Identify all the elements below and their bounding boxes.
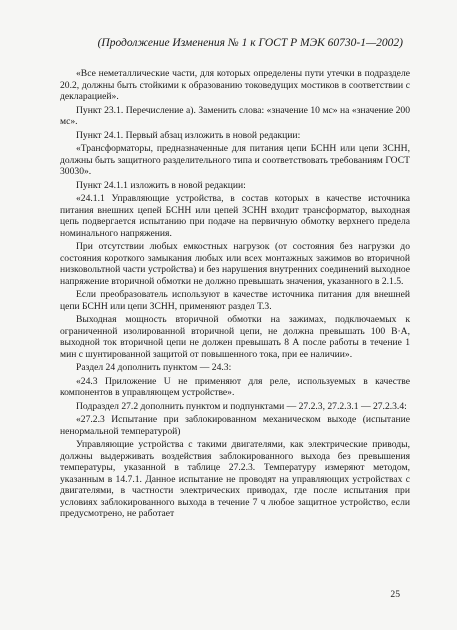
paragraph: «27.2.3 Испытание при заблокированном механическом выходе (испытание ненормальной температурой) [60,414,410,437]
paragraph: «Все неметаллические части, для которых определены пути утечки в подразделе 20.2, должны быть стойкими к образованию токоведущих мостиков в соответствии с декларацией». [60,68,410,102]
paragraph: «Трансформаторы, предназначенные для питания цепи БСНН или цепи ЗСНН, должны быть защитного разделительного типа и соответствовать требованиям ГОСТ 30030». [60,143,410,177]
paragraph: При отсутствии любых емкостных нагрузок (от состояния без нагрузки до состояния короткого замыкания любых или всех монтажных зажимов во вторичной низковольтной части устройства) и без нарушения внутренних соединений выходное напряжение вторичной обмотки не должно превышать значения, указанного в 2.1.5. [60,241,410,287]
paragraph: «24.1.1 Управляющие устройства, в состав которых в качестве источника питания внешних цепей БСНН или цепей ЗСНН входит трансформатор, выходная цепь подвергается испытанию при подаче на первичную обмотку верхнего предела номинального напряжения. [60,193,410,239]
paragraph: Раздел 24 дополнить пунктом — 24.3: [76,362,232,373]
page-header: (Продолжение Изменения № 1 к ГОСТ Р МЭК 60730-1—2002) [97,37,403,49]
page-body [60,68,410,522]
paragraph: Пункт 24.1. Первый абзац изложить в новой редакции: [76,129,301,141]
paragraph: Выходная мощность вторичной обмотки на зажимах, подключаемых к ограниченной изолированной вторичной цепи, не должна превышать 100 В·А, выходной ток вторичной цепи не должен превышать 8 А после работы в течение 1 мин с шунтированной защитой от повышенного тока, при ее наличии». [60,314,410,360]
paragraph: Управляющие устройства с такими двигателями, как электрические приводы, должны выдерживать воздействия заблокированного выхода без превышения температуры, указанной в таблице 27.2.3. Температуру измеряют методом, указанным в 14.7.1. Данное испытание не проводят на управляющих устройствах с двигателями, в частности электрических приводах, где после испытания при условиях заблокированного выхода в течение 7 ч любое защитное устройство, если предусмотрено, не работает [60,439,410,519]
paragraph: «24.3 Приложение U не применяют для реле, используемых в качестве компонентов в управляющем устройстве». [60,375,410,398]
paragraph: Пункт 23.1. Перечисление а). Заменить слова: «значение 10 мс» на «значение 200 мс». [60,104,410,127]
paragraph: Подраздел 27.2 дополнить пунктом и подпунктами — 27.2.3, 27.2.3.1 — 27.2.3.4: [76,400,407,412]
paragraph: Пункт 24.1.1 изложить в новой редакции: [76,179,246,191]
page-number: 25 [390,589,400,600]
paragraph: Если преобразователь используют в качестве источника питания для внешней цепи БСНН или цепи ЗСНН, применяют раздел Т.3. [60,289,410,312]
